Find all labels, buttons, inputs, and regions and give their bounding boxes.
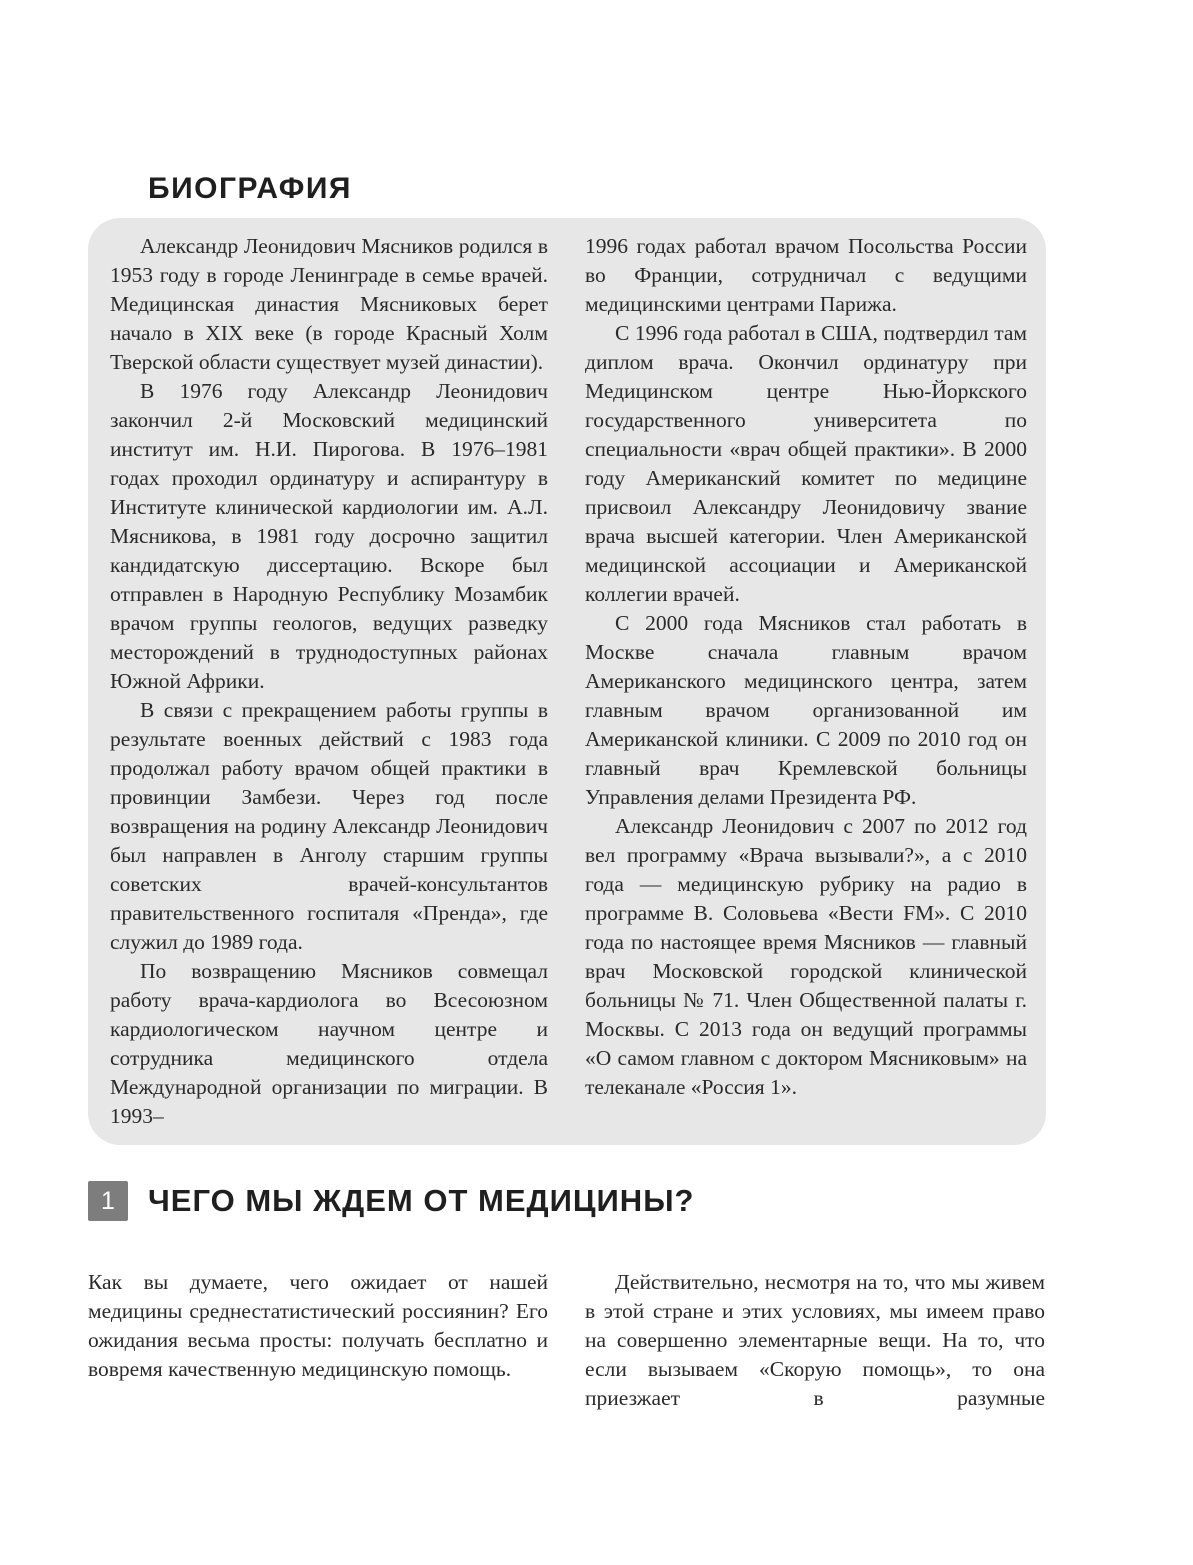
chapter-number-badge: 1 (88, 1181, 128, 1221)
body-left-column (88, 1268, 548, 1384)
body-paragraph: Действительно, несмотря на то, что мы живем в этой стране и этих условиях, мы имеем право на совершенно элементарные вещи. На то, что если вызываем «Скорую помощь», то она приезжает в разумные (585, 1270, 1045, 1410)
chapter-title: ЧЕГО МЫ ЖДЕМ ОТ МЕДИЦИНЫ? (148, 1183, 695, 1218)
biography-paragraph: С 1996 года работал в США, подтвердил там диплом врача. Окончил ординатуру при Медицинском центре Нью-Йоркского государственного университета по специальности «врач общей практики». В 2000 году Американский комитет по медицине присвоил Александру Леонидовичу звание врача высшей категории. Член Американской медицинской ассоциации и Американской коллегии врачей. (585, 321, 1027, 606)
biography-left-column (110, 232, 548, 1131)
biography-paragraph: С 2000 года Мясников стал работать в Москве сначала главным врачом Американского медицинского центра, затем главным врачом организованной им Американской клиники. С 2009 по 2010 год он главный врач Кремлевской больницы Управления делами Президента РФ. (585, 611, 1027, 809)
biography-heading: БИОГРАФИЯ (148, 172, 352, 205)
biography-right-column (585, 232, 1027, 1102)
biography-paragraph: Александр Леонидович Мясников родился в 1953 году в городе Ленинграде в семье врачей. Медицинская династия Мясниковых берет начало в XIX веке (в городе Красный Холм Тверской области существует музей династии). (110, 234, 548, 374)
biography-paragraph: В связи с прекращением работы группы в результате военных действий с 1983 года продолжал работу врачом общей практики в провинции Замбези. Через год после возвращения на родину Александр Леонидович был направлен в Анголу старшим группы советских врачей-консультантов правительственного госпиталя «Пренда», где служил до 1989 года. (110, 698, 548, 954)
biography-paragraph: По возвращению Мясников совмещал работу врача-кардиолога во Всесоюзном кардиологическом научном центре и сотрудника медицинского отдела Международной организации по миграции. В 1993– (110, 959, 548, 1128)
body-right-column (585, 1268, 1045, 1413)
biography-paragraph: Александр Леонидович с 2007 по 2012 год вел программу «Врача вызывали?», а с 2010 года — медицинскую рубрику на радио в программе В. Соловьева «Вести FM». С 2010 года по настоящее время Мясников — главный врач Московской городской клинической больницы № 71. Член Общественной палаты г. Москвы. С 2013 года он ведущий программы «О самом главном с доктором Мясниковым» на телеканале «Россия 1». (585, 814, 1027, 1099)
body-paragraph: Как вы думаете, чего ожидает от нашей медицины среднестатистический россиянин? Его ожидания весьма просты: получать бесплатно и вовремя качественную медицинскую помощь. (88, 1270, 548, 1381)
biography-paragraph-continuation: 1996 годах работал врачом Посольства России во Франции, сотрудничал с ведущими медицинскими центрами Парижа. (585, 234, 1027, 316)
biography-paragraph: В 1976 году Александр Леонидович закончил 2-й Московский медицинский институт им. Н.И. Пирогова. В 1976–1981 годах проходил ординатуру и аспирантуру в Институте клинической кардиологии им. А.Л. Мясникова, в 1981 году досрочно защитил кандидатскую диссертацию. Вскоре был отправлен в Народную Республику Мозамбик врачом группы геологов, ведущих разведку месторождений в труднодоступных районах Южной Африки. (110, 379, 548, 693)
